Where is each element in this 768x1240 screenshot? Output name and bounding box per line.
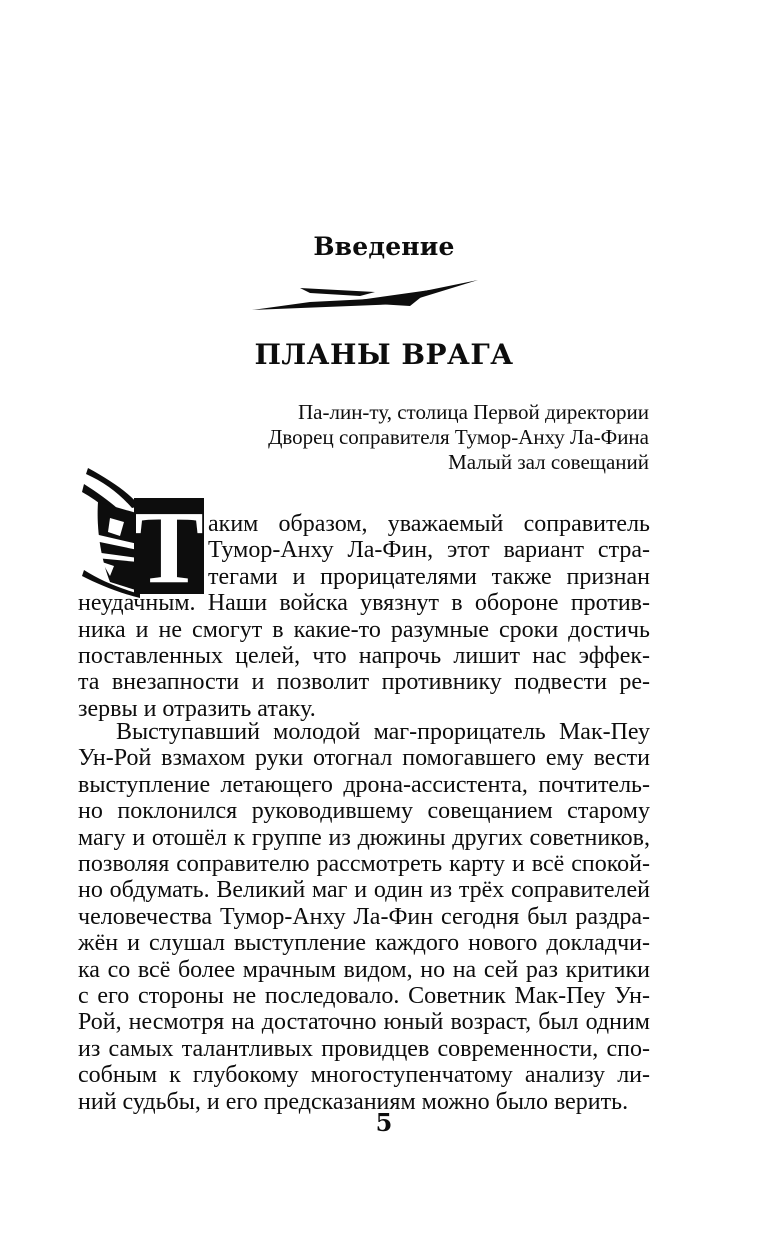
epigraph [268,400,649,475]
text-line: ка со всё более мрачным видом, но на сей раз критики [78,956,650,983]
text-line: собным к глубокому многоступенчатому анализу ли- [78,1062,650,1089]
title-ornament-icon [250,276,480,318]
text-line: неудачным. Наши войска увязнут в обороне против- [78,590,650,617]
dropcap-letter: Т [134,490,204,600]
text-line: ника и не смогут в какие-то разумные сроки достичь [78,616,650,643]
text-line: тегами и прорицателями также признан [208,563,650,590]
epigraph-line: Па-лин-ту, столица Первой директории [298,400,649,424]
paragraph-2 [78,719,650,1115]
text-line: зервы и отразить атаку. [78,695,316,722]
text-line: позволяя соправителю рассмотреть карту и всё спокой- [78,851,650,878]
text-line: человечества Тумор-Анху Ла-Фин сегодня был раздра- [78,903,650,930]
text-line: из самых талантливых провидцев современности, спо- [78,1035,650,1062]
page-number: 5 [375,1108,393,1137]
text-line: но поклонился руководившему совещанием старому [78,798,650,825]
text-line: Рой, несмотря на достаточно юный возраст, был одним [78,1009,650,1036]
chapter-heading: Введение [313,232,455,261]
text-line: аким образом, уважаемый соправитель [208,511,650,537]
text-line: но обдумать. Великий маг и один из трёх соправителей [78,877,650,904]
text-line: выступление летающего дрона-ассистента, почтитель- [78,771,650,798]
text-line: ний судьбы, и его предсказаниям можно было верить. [78,1088,629,1115]
epigraph-line: Малый зал совещаний [448,450,649,474]
text-line: поставленных целей, что напрочь лишит нас эффек- [78,643,650,670]
text-line: магу и отошёл к группе из дюжины других советников, [78,824,650,851]
text-line: Выступавший молодой маг-прорицатель Мак-Пеу [116,719,650,745]
text-line: та внезапности и позволит противнику подвести ре- [78,669,650,696]
text-line: жён и слушал выступление каждого нового докладчи- [78,930,650,957]
text-line: Тумор-Анху Ла-Фин, этот вариант стра- [208,537,650,564]
epigraph-line: Дворец соправителя Тумор-Анху Ла-Фина [268,425,649,449]
chapter-title: ПЛАНЫ ВРАГА [254,338,514,371]
paragraph-1 [78,511,650,722]
text-line: с его стороны не последовало. Советник Мак-Пеу Ун- [78,983,650,1010]
text-line: Ун-Рой взмахом руки отогнал помогавшего ему вести [78,745,650,772]
